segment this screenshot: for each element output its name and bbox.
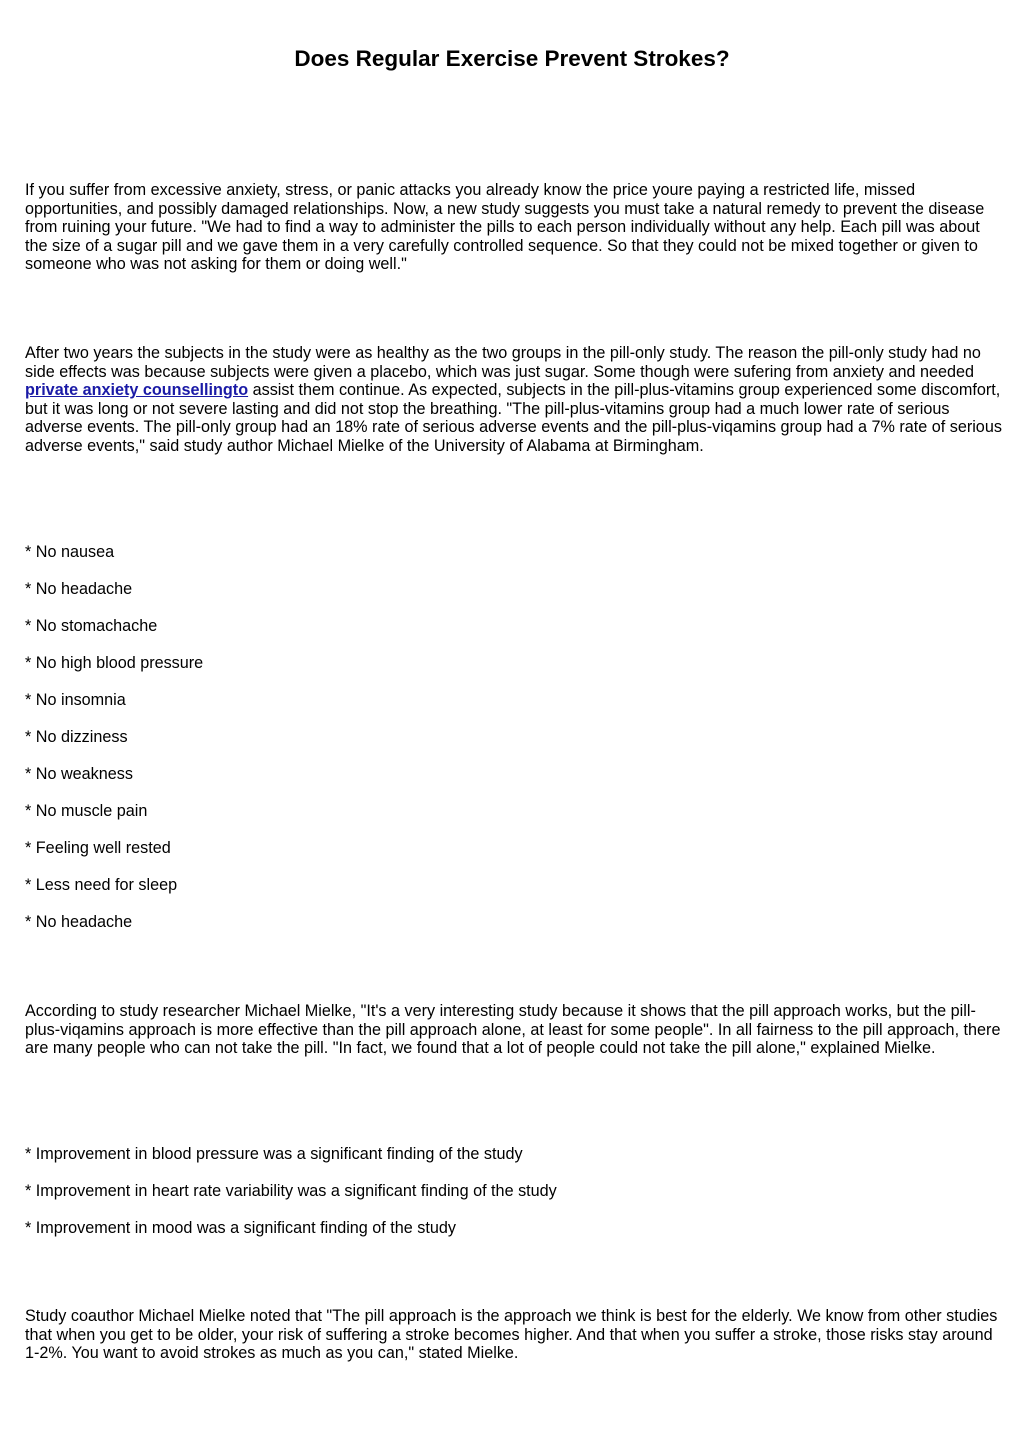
paragraph-study-results	[25, 344, 1005, 456]
paragraph-text-after-link: assist them continue. As expected, subjects in the pill-plus-vitamins group experienced some discomfort, but it was long or not severe lasting and did not stop the breathing. "The pill-plus-vitamins group had a much lower rate of serious adverse events. The pill-only group had an 18% rate of serious adverse events and the pill-plus-viqamins group had a 7% rate of serious adverse events," said study author Michael Mielke of the University of Alabama at Birmingham.	[25, 381, 1002, 455]
list-item: * No nausea	[25, 543, 115, 561]
paragraph-intro: If you suffer from excessive anxiety, stress, or panic attacks you already know the price youre paying a restricted life, missed opportunities, and possibly damaged relationships. Now, a new study suggests you must take a natural remedy to prevent the disease from ruining your future. "We had to find a way to administer the pills to each person individually without any help. Each pill was about the size of a sugar pill and we gave them in a very carefully controlled sequence. So that they could not be mixed together or given to someone who was not asking for them or doing well."	[25, 181, 985, 274]
list-item: * Less need for sleep	[25, 876, 178, 894]
list-item: * Improvement in heart rate variability was a significant finding of the study	[25, 1182, 557, 1200]
findings-list	[25, 1145, 557, 1256]
page-title: Does Regular Exercise Prevent Strokes?	[294, 46, 730, 71]
list-item: * Improvement in blood pressure was a significant finding of the study	[25, 1145, 523, 1163]
list-item: * No stomachache	[25, 617, 158, 635]
anxiety-counselling-link[interactable]: private anxiety counsellingto	[25, 381, 249, 400]
list-item: * No dizziness	[25, 728, 128, 746]
paragraph-researcher-quote: According to study researcher Michael Mielke, "It's a very interesting study because it shows that the pill approach works, but the pill-plus-viqamins approach is more effective than the pill approach alone, at least for some people". In all fairness to the pill approach, there are many people who can not take the pill. "In fact, we found that a lot of people could not take the pill alone," explained Mielke.	[25, 1002, 1001, 1058]
list-item: * Improvement in mood was a significant finding of the study	[25, 1219, 456, 1237]
list-item: * No headache	[25, 913, 133, 931]
list-item: * No insomnia	[25, 691, 126, 709]
list-item: * No high blood pressure	[25, 654, 204, 672]
list-item: * No weakness	[25, 765, 133, 783]
paragraph-conclusion: Study coauthor Michael Mielke noted that "The pill approach is the approach we think is best for the elderly. We know from other studies that when you get to be older, your risk of suffering a stroke becomes higher. And that when you suffer a stroke, those risks stay around 1-2%. You want to avoid strokes as much as you can," stated Mielke.	[25, 1307, 998, 1363]
list-item: * No headache	[25, 580, 133, 598]
list-item: * Feeling well rested	[25, 839, 171, 857]
side-effects-list	[25, 543, 203, 950]
paragraph-text-before-link: After two years the subjects in the study were as healthy as the two groups in the pill-only study. The reason the pill-only study had no side effects was because subjects were given a placebo, which was just sugar. Some though were sufering from anxiety and needed	[25, 344, 981, 381]
list-item: * No muscle pain	[25, 802, 148, 820]
